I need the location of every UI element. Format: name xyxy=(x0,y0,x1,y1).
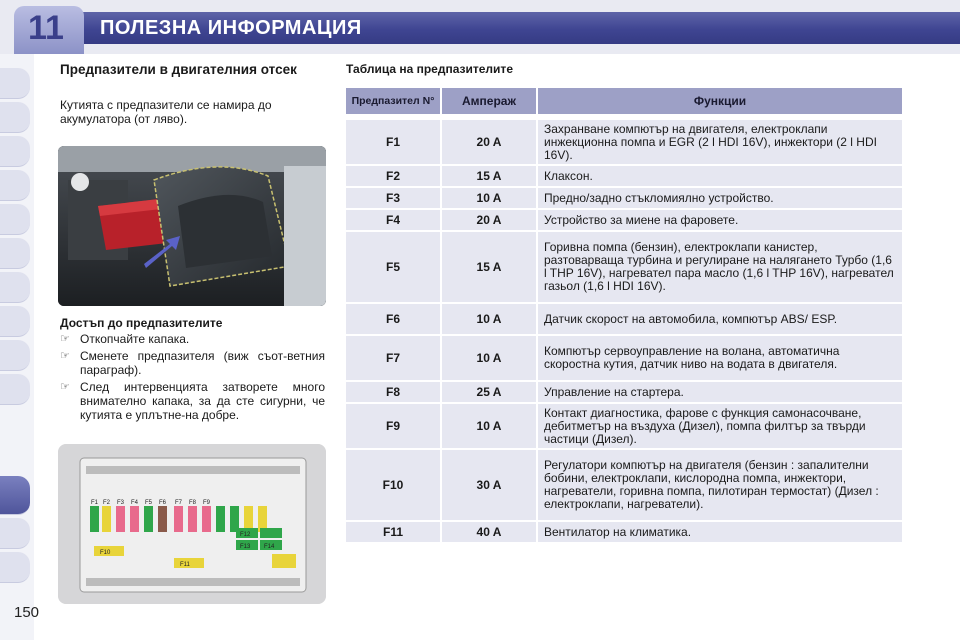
fuse-function: Датчик скорост на автомобила, компютър ABS/ ESP. xyxy=(538,304,902,334)
side-tab-10[interactable] xyxy=(0,374,30,405)
page-title: ПОЛЕЗНА ИНФОРМАЦИЯ xyxy=(100,17,362,39)
fuse-number: F11 xyxy=(346,522,440,542)
step-text: След интервенцията затворете много внимателно капака, за да сте сигурни, че кутията е уплътне-на добре. xyxy=(80,380,325,422)
fuse-function: Горивна помпа (бензин), електроклапи канистер, разтоварваща турбина и регулиране на налягането Турбо (1,6 l THP 16V), нагревател пара масло (1,6 l THP 16V), нагревател газьол (1,6 l HDI 16V). xyxy=(538,232,902,302)
fuse-box-diagram xyxy=(58,444,326,604)
fuse-label: F3 xyxy=(117,500,125,506)
fuse-amperage: 40 A xyxy=(442,522,536,542)
engine-bay-photo xyxy=(58,146,326,306)
table-row xyxy=(346,232,902,302)
list-item xyxy=(60,349,325,377)
column-header-amperage: Ампераж xyxy=(442,88,536,114)
side-tab-13[interactable] xyxy=(0,552,30,583)
list-item xyxy=(60,332,325,346)
access-title: Достъп до предпазителите xyxy=(60,316,223,330)
section-header xyxy=(60,62,325,77)
fuse-number: F5 xyxy=(346,232,440,302)
fuse-amperage: 10 A xyxy=(442,304,536,334)
fuse-number: F3 xyxy=(346,188,440,208)
fuse-label: F4 xyxy=(131,500,139,506)
intro-text: Кутията с предпазители се намира до акумулатора (от ляво). xyxy=(60,98,272,126)
fuse-number: F6 xyxy=(346,304,440,334)
fuse-number: F7 xyxy=(346,336,440,380)
intro-block xyxy=(60,98,325,126)
side-tab-11-active[interactable] xyxy=(0,476,30,515)
fuse-label: F2 xyxy=(103,500,111,506)
fuse-function: Вентилатор на климатика. xyxy=(538,522,902,542)
table-row xyxy=(346,450,902,520)
fuse-label: F1 xyxy=(91,500,99,506)
fuse-label: F5 xyxy=(145,500,153,506)
fuse-amperage: 10 A xyxy=(442,188,536,208)
side-tab-7[interactable] xyxy=(0,272,30,303)
table-title: Таблица на предпазителите xyxy=(346,62,513,76)
fuse-amperage: 25 A xyxy=(442,382,536,402)
pointing-hand-icon: ☞ xyxy=(60,381,70,393)
row-spacer xyxy=(346,116,902,118)
pointing-hand-icon: ☞ xyxy=(60,350,70,362)
side-tab-6[interactable] xyxy=(0,238,30,269)
fuse-function: Управление на стартера. xyxy=(538,382,902,402)
fuse-amperage: 30 A xyxy=(442,450,536,520)
fuse-table xyxy=(344,86,904,544)
fuse-amperage: 20 A xyxy=(442,120,536,164)
table-row xyxy=(346,210,902,230)
chapter-number: 11 xyxy=(28,9,64,47)
fuse-label: F6 xyxy=(159,500,167,506)
fuse-number: F4 xyxy=(346,210,440,230)
table-row xyxy=(346,120,902,164)
side-tab-5[interactable] xyxy=(0,204,30,235)
fuse-function: Контакт диагностика, фарове с функция самонасочване, дебитметър на въздуха (Дизел), помпа филтър за твърди частици (Дизел). xyxy=(538,404,902,448)
table-row xyxy=(346,304,902,334)
section-title: Предпазители в двигателния отсек xyxy=(60,62,297,77)
fuse-number: F2 xyxy=(346,166,440,186)
side-tab-12[interactable] xyxy=(0,518,30,549)
column-header-functions: Функции xyxy=(538,88,902,114)
fuse-label: F7 xyxy=(175,500,183,506)
access-section xyxy=(60,316,325,330)
column-header-fuse: Предпазител N° xyxy=(346,88,440,114)
fuse-label: F8 xyxy=(189,500,197,506)
table-row xyxy=(346,336,902,380)
bullet-list xyxy=(60,332,325,422)
fuse-label: F13 xyxy=(240,544,251,550)
fuse-amperage: 10 A xyxy=(442,404,536,448)
fuse-amperage: 20 A xyxy=(442,210,536,230)
side-tab-9[interactable] xyxy=(0,340,30,371)
fuse-label: F9 xyxy=(203,500,211,506)
table-row xyxy=(346,404,902,448)
fuse-label: F11 xyxy=(180,562,190,568)
chapter-tab-strip xyxy=(0,54,34,640)
table-row xyxy=(346,382,902,402)
side-tab-3[interactable] xyxy=(0,136,30,167)
fuse-label: F14 xyxy=(264,544,275,550)
fuse-function: Компютър сервоуправление на волана, автоматична скоростна кутия, датчик ниво на водата в двигателя. xyxy=(538,336,902,380)
table-row xyxy=(346,166,902,186)
list-item xyxy=(60,380,325,422)
fuse-function: Клаксон. xyxy=(538,166,902,186)
side-tab-4[interactable] xyxy=(0,170,30,201)
fuse-amperage: 15 A xyxy=(442,166,536,186)
fuse-number: F8 xyxy=(346,382,440,402)
fuse-box-illustration xyxy=(58,444,326,604)
engine-bay-illustration xyxy=(58,146,326,306)
fuse-label: F12 xyxy=(240,532,251,538)
fuse-label: F10 xyxy=(100,550,111,556)
side-tab-2[interactable] xyxy=(0,102,30,133)
fuse-function: Предно/задно стъкломиялно устройство. xyxy=(538,188,902,208)
table-header-row xyxy=(346,88,902,114)
side-tab-1[interactable] xyxy=(0,68,30,99)
step-text: Сменете предпазителя (виж съот-ветния параграф). xyxy=(80,349,325,377)
page-number: 150 xyxy=(14,604,40,621)
fuse-amperage: 15 A xyxy=(442,232,536,302)
fuse-function: Захранване компютър на двигателя, електроклапи инжекционна помпа и EGR (2 l HDI 16V), инжектори (2 l HDI 16V). xyxy=(538,120,902,164)
step-text: Откопчайте капака. xyxy=(80,332,190,346)
table-row xyxy=(346,522,902,542)
fuse-number: F1 xyxy=(346,120,440,164)
fuse-function: Устройство за миене на фаровете. xyxy=(538,210,902,230)
fuse-number: F9 xyxy=(346,404,440,448)
fuse-function: Регулатори компютър на двигателя (бензин : запалителни бобини, електроклапи, кислородна помпа, инжектори, нагреватели, горивна помпа, пилотиран термостат) (Дизел : електроклапи, нагреватели). xyxy=(538,450,902,520)
fuse-number: F10 xyxy=(346,450,440,520)
side-tab-8[interactable] xyxy=(0,306,30,337)
pointing-hand-icon: ☞ xyxy=(60,333,70,345)
table-row xyxy=(346,188,902,208)
access-steps xyxy=(60,332,325,425)
fuse-amperage: 10 A xyxy=(442,336,536,380)
